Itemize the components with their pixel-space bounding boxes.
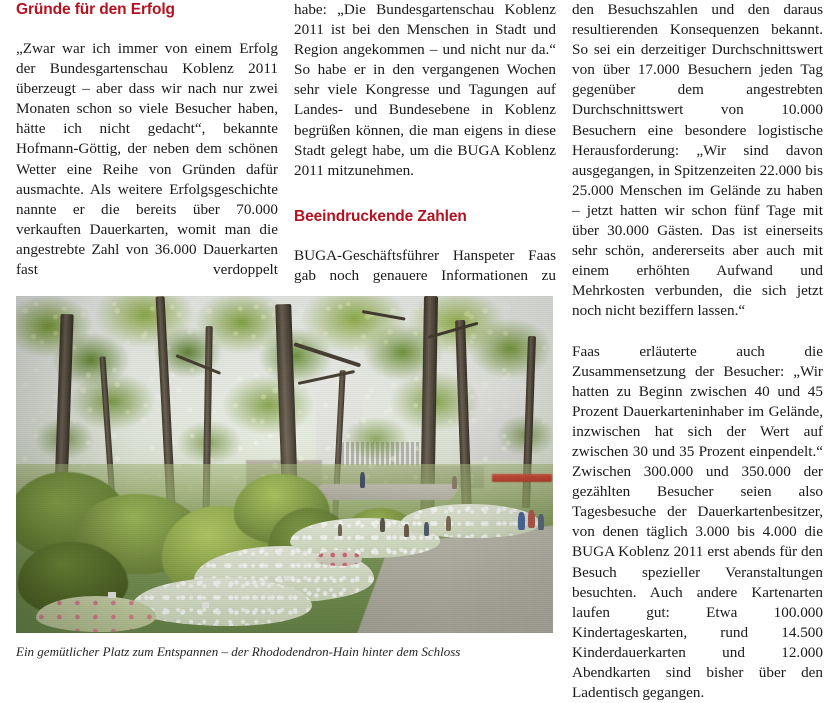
photo-visitor xyxy=(518,512,525,530)
figure-caption: Ein gemütlicher Platz zum Entspannen – der Rhododendron-Hain hinter dem Schloss xyxy=(16,643,553,660)
photo-visitor xyxy=(338,524,342,536)
photo-plant-label xyxy=(414,514,420,519)
column-two-paragraph: BUGA-Geschäftsführer Hanspeter Faas gab noch genauere Informationen zu xyxy=(294,246,556,286)
column-two-paragraph-continuation: habe: „Die Bundesgartenschau Koblenz 2011 ist bei den Menschen in Stadt und Region angekommen – und nicht nur da.“ So habe er in den vergangenen Wochen sehr viele Kongresse und Tagungen auf Landes- und Bundesebene in Koblenz begrüßen können, die man eigens in diese Stadt gelegt habe, um die BUGA Koblenz 2011 mitzunehmen. xyxy=(294,0,556,181)
photo-flower-bed xyxy=(132,578,312,626)
park-photo xyxy=(16,296,553,633)
photo-plant-label xyxy=(202,602,209,608)
photo-plant-label xyxy=(284,576,290,581)
photo-visitor xyxy=(380,518,385,532)
column-one xyxy=(16,0,278,280)
photo-path-upper xyxy=(312,484,461,500)
section-heading-gruende-fuer-den-erfolg: Gründe für den Erfolg xyxy=(16,0,278,19)
photo-visitor xyxy=(528,510,535,528)
section-heading-beeindruckende-zahlen: Beeindruckende Zahlen xyxy=(294,207,556,226)
photo-visitor xyxy=(538,514,544,530)
photo-visitor xyxy=(424,522,429,536)
photo-visitor xyxy=(446,516,451,531)
photo-red-seating xyxy=(492,474,552,482)
column-three-paragraph-two: Faas erläuterte auch die Zusammensetzung der Besucher: „Wir hatten zu Beginn zwischen 40 und 45 Prozent Dauerkarteninhaber im Gelände, inzwischen hat sich der Wert auf zwischen 30 und 35 Prozent einpendelt.“ Zwischen 300.000 und 350.000 der gezählten Besucher seien also Tagesbesuche der Dauerkartenbesitzer, von denen täglich 3.000 bis 4.000 die BUGA Koblenz 2011 erst abends für den Besuch spezieller Veranstaltungen besuchten. Auch andere Kartenarten laufen gut: Etwa 100.000 Kindertageskarten, rund 14.500 Kinderdauerkarten und 12.000 Abendkarten sind bisher über den Ladentisch gegangen. xyxy=(572,342,823,703)
photo-flower-bed-red xyxy=(316,550,362,566)
photo-plant-label xyxy=(108,592,116,598)
photo-flower-bed-pink xyxy=(36,596,156,632)
article-figure xyxy=(16,296,553,660)
column-two xyxy=(294,0,556,286)
photo-visitor xyxy=(404,524,409,537)
column-one-paragraph: „Zwar war ich immer von einem Erfolg der Bundesgartenschau Koblenz 2011 überzeugt – aber dass wir nach nur zwei Monaten schon so viele Besucher haben, hätte ich nicht gedacht“, bekannte Hofmann-Göttig, der neben dem schönen Wetter eine Reihe von Gründen dafür ausmachte. Als weitere Erfolgsgeschichte nannte er die bereits über 70.000 verkauften Dauerkarten, womit man die angestrebte Zahl von 36.000 Dauerkarten fast verdoppelt xyxy=(16,39,278,280)
column-three xyxy=(572,0,823,703)
photo-visitor xyxy=(452,476,457,489)
column-three-paragraph-one: den Besuchszahlen und den daraus resultierenden Konsequenzen bekannt. So sei ein derzeitiger Durchschnittswert von über 17.000 Besuchern jeden Tag gegenüber dem angestrebten Durchschnittswert von 10.000 Besuchern eine besondere logistische Herausforderung: „Wir sind davon ausgegangen, in Spitzenzeiten 22.000 bis 25.000 Menschen im Gelände zu haben – jetzt hatten wir schon fünf Tage mit über 30.000 Gästen. Das ist einerseits sehr schön, andererseits aber auch mit einem erhöhten Aufwand und Mehrkosten verbunden, die sich jetzt noch nicht beziffern lassen.“ xyxy=(572,0,823,322)
photo-visitor xyxy=(360,472,365,488)
